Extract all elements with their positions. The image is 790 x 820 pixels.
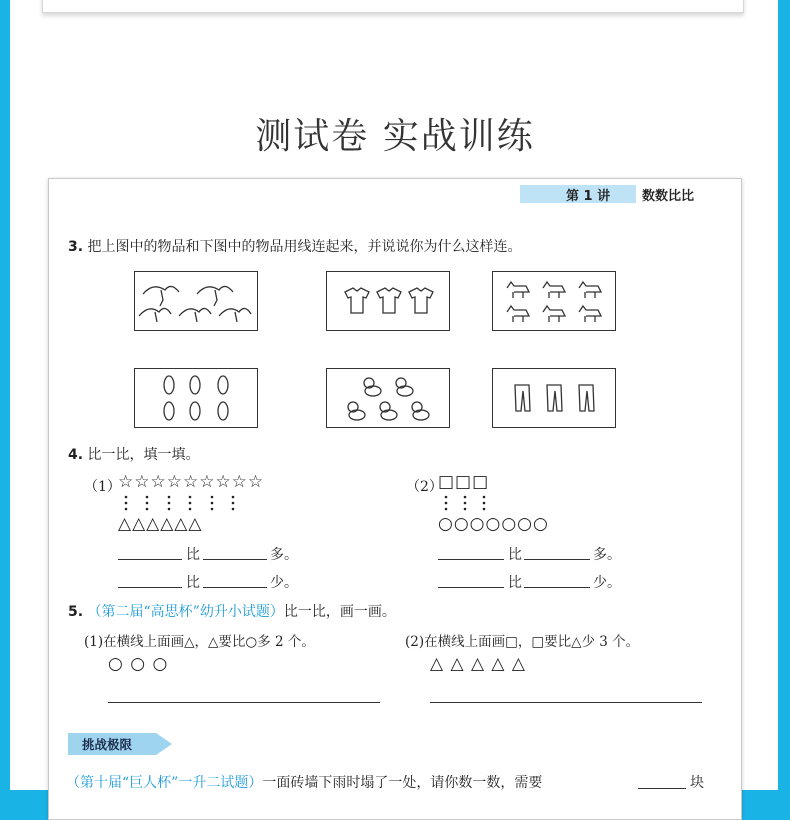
question-3 xyxy=(68,236,522,256)
pants-icon xyxy=(493,369,615,427)
question-number: 5. xyxy=(68,604,84,620)
dotted-connectors xyxy=(118,494,248,512)
triangles-row: △ △ △ △ △ xyxy=(430,654,526,674)
lesson-number: 第 1 讲 xyxy=(566,189,611,204)
more-word: 多。 xyxy=(270,547,298,563)
part-2-label: （2） xyxy=(406,479,443,495)
answer-blank[interactable] xyxy=(524,587,590,588)
part-1-label: （1） xyxy=(84,479,121,495)
shirts-box[interactable] xyxy=(326,271,450,331)
cabbages-box[interactable] xyxy=(134,368,258,428)
squares-row: □□□ xyxy=(438,472,490,492)
question-text: 比一比，画一画。 xyxy=(283,604,396,620)
question-text: 比一比，填一填。 xyxy=(87,447,200,463)
goats-box[interactable] xyxy=(492,271,616,331)
lesson-title: 数数比比 xyxy=(642,189,695,204)
less-word: 少。 xyxy=(593,575,621,591)
answer-blank[interactable] xyxy=(203,559,267,560)
question-text: 把上图中的物品和下图中的物品用线连起来，并说说你为什么这样连。 xyxy=(87,239,522,255)
circles-row: ○ ○ ○ xyxy=(108,654,169,674)
question-source: （第二届“高思杯”幼升小试题） xyxy=(87,604,284,620)
answer-blank[interactable] xyxy=(638,788,686,789)
goat-icon xyxy=(493,272,615,330)
answer-blank[interactable] xyxy=(118,587,182,588)
part-1-instruction: (1)在横线上面画△，△要比○多 2 个。 xyxy=(84,634,315,650)
compare-word: 比 xyxy=(186,575,200,591)
less-word: 少。 xyxy=(270,575,298,591)
answer-blank[interactable] xyxy=(524,559,590,560)
dotted-connectors xyxy=(438,494,498,512)
answer-blank[interactable] xyxy=(118,559,182,560)
compare-word: 比 xyxy=(186,547,200,563)
drawing-line[interactable] xyxy=(108,702,380,703)
answer-blank[interactable] xyxy=(203,587,267,588)
previous-page-card xyxy=(42,0,744,13)
chick-icon xyxy=(327,369,449,427)
chicks-box[interactable] xyxy=(326,368,450,428)
compare-word: 比 xyxy=(508,575,522,591)
challenge-tag xyxy=(68,733,172,755)
unit-word: 块 xyxy=(690,775,704,791)
drawing-line[interactable] xyxy=(430,702,702,703)
stars-row: ☆☆☆☆☆☆☆☆☆ xyxy=(118,472,265,492)
eagles-box[interactable] xyxy=(134,271,258,331)
part-2-instruction: (2)在横线上面画□，□要比△少 3 个。 xyxy=(405,634,640,650)
more-word: 多。 xyxy=(593,547,621,563)
compare-word: 比 xyxy=(508,547,522,563)
page-title: 测试卷 实战训练 xyxy=(255,116,535,157)
challenge-question xyxy=(66,772,542,792)
pants-box[interactable] xyxy=(492,368,616,428)
question-4 xyxy=(68,444,200,464)
question-number: 4. xyxy=(68,447,84,463)
triangles-row: △△△△△△ xyxy=(118,514,203,534)
answer-blank[interactable] xyxy=(438,559,504,560)
eagle-icon xyxy=(135,272,257,330)
challenge-label: 挑战极限 xyxy=(82,737,133,752)
circles-row: ○○○○○○○ xyxy=(438,514,549,534)
question-5 xyxy=(68,601,396,621)
challenge-source: （第十届“巨人杯”一升二试题） xyxy=(66,775,263,791)
cabbage-icon xyxy=(135,369,257,427)
shirt-icon xyxy=(327,272,449,330)
challenge-text: 一面砖墙下雨时塌了一处，请你数一数，需要 xyxy=(262,775,543,791)
question-number: 3. xyxy=(68,239,84,255)
answer-blank[interactable] xyxy=(438,587,504,588)
